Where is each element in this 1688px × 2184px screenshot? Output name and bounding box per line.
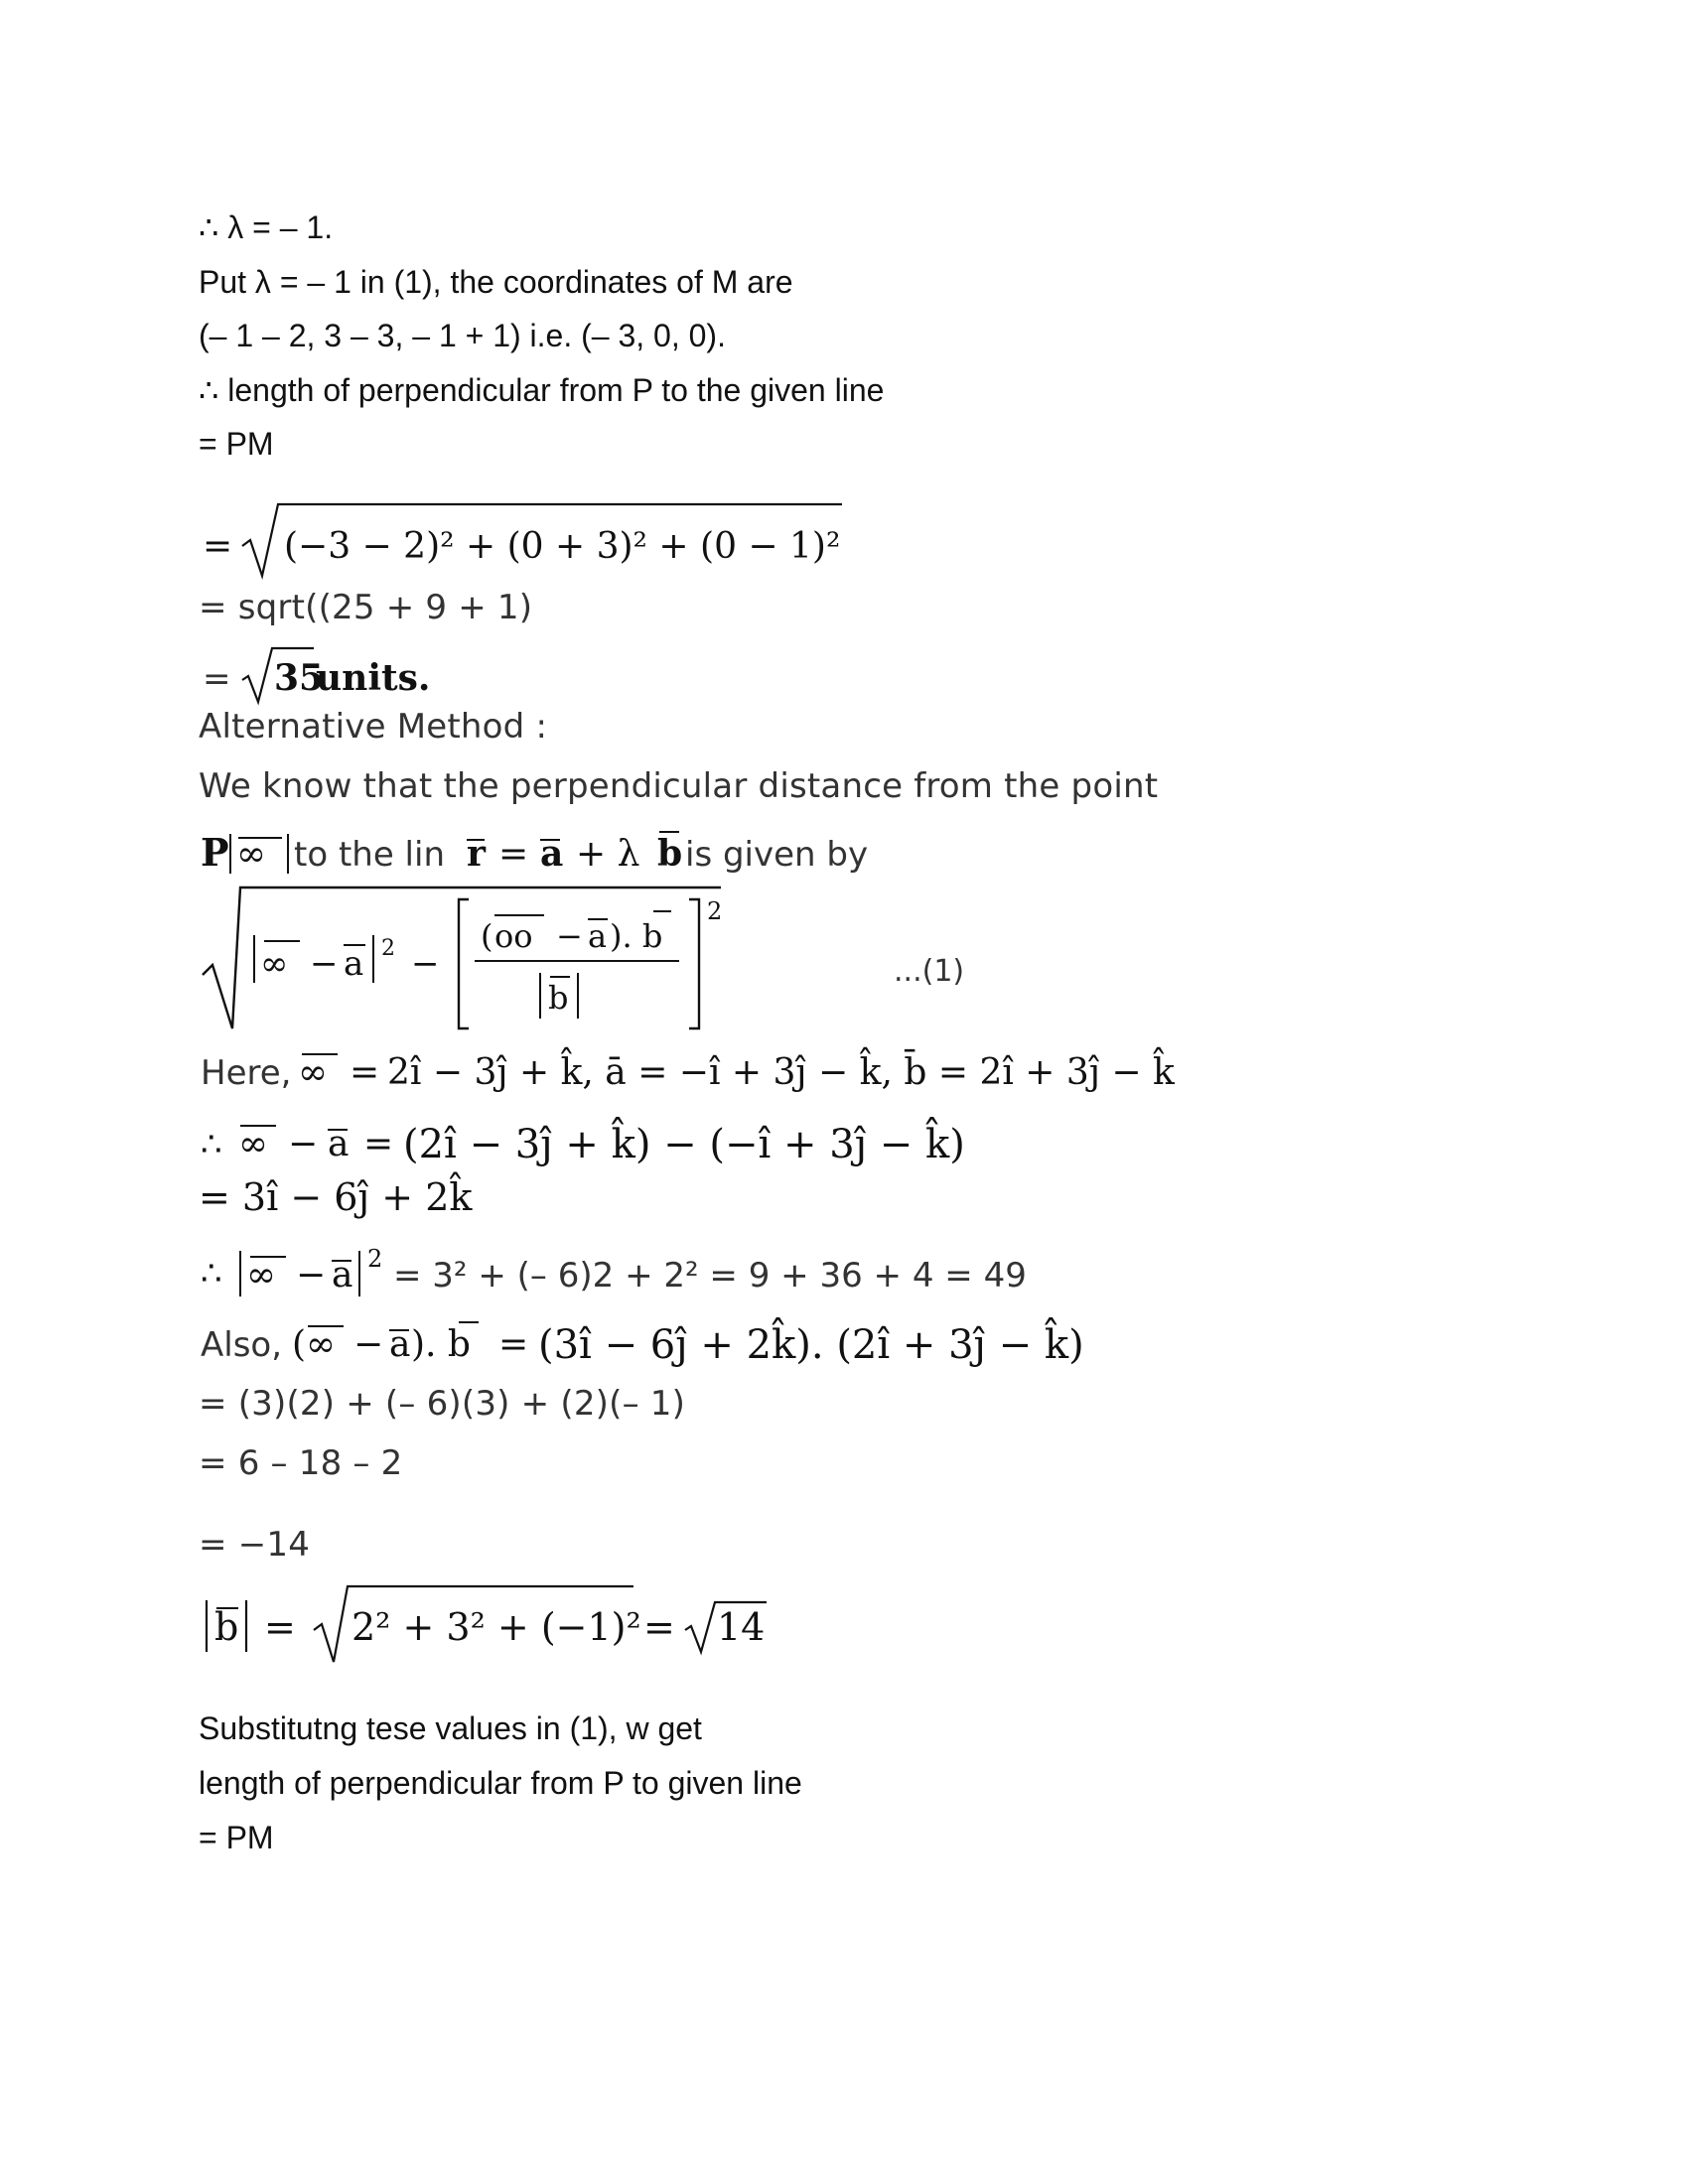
b-magnitude-expression <box>199 1572 993 1668</box>
svg-text:2: 2 <box>367 1245 383 1273</box>
svg-text:=: = <box>498 1324 529 1365</box>
svg-text:∴: ∴ <box>201 1254 222 1294</box>
here-definitions <box>199 1038 1291 1102</box>
svg-text:−: − <box>353 1324 384 1365</box>
formula-ref-label: ...(1) <box>894 954 965 989</box>
b-magnitude-result: 14 <box>717 1605 766 1649</box>
b-magnitude-radicand: 2² + 3² + (−1)² <box>352 1605 641 1649</box>
text-line-coordinates: (– 1 – 2, 3 – 3, – 1 + 1) i.e. (– 3, 0, 0). <box>199 318 726 353</box>
svg-text:2: 2 <box>707 897 723 925</box>
svg-text:(: ( <box>292 1324 307 1365</box>
text-line-substituting: Substitutng tese values in (1), w get <box>199 1710 702 1746</box>
svg-text:−: − <box>556 917 583 955</box>
here-expression: 2î − 3ĵ + k̂, ā = −î + 3ĵ − k̂, b̄ = 2î + 3ĵ − k̂ <box>387 1052 1175 1093</box>
text-line-pm-2: = PM <box>199 1820 274 1855</box>
text-line-pm: = PM <box>199 426 274 462</box>
svg-text:+ λ: + λ <box>576 834 640 875</box>
difference-result: = 3î − 6ĵ + 2k̂ <box>199 1175 473 1219</box>
difference-expression <box>199 1098 1192 1187</box>
svg-text:2: 2 <box>381 936 395 961</box>
svg-text:=: = <box>203 526 233 567</box>
svg-text:∞: ∞ <box>246 1255 276 1296</box>
svg-text:). b: ). b <box>411 1324 471 1365</box>
text-line-length-perp: ∴ length of perpendicular from P to the given line <box>199 372 885 408</box>
pm-radicand: (−3 − 2)² + (0 + 3)² + (0 − 1)² <box>284 526 841 567</box>
text-line-length-perp-2: length of perpendicular from P to given line <box>199 1765 802 1801</box>
svg-text:=: = <box>643 1605 675 1649</box>
svg-text:a: a <box>328 1124 350 1164</box>
svg-text:=: = <box>498 834 529 875</box>
svg-text:=: = <box>350 1052 380 1093</box>
svg-text:a: a <box>540 833 564 875</box>
svg-text:). b: ). b <box>610 917 663 955</box>
difference-rhs: (2î − 3ĵ + k̂) − (−î + 3ĵ − k̂) <box>403 1122 965 1167</box>
text-line-put-lambda: Put λ = – 1 in (1), the coordinates of M are <box>199 264 793 300</box>
svg-text:=: = <box>203 659 231 699</box>
also-label: Also, <box>201 1325 283 1365</box>
here-label: Here, <box>201 1053 292 1093</box>
point-line-statement <box>199 820 1092 884</box>
text-line-minus14: = −14 <box>199 1525 311 1565</box>
text-line-sum: = 6 – 18 – 2 <box>199 1443 403 1483</box>
svg-text:b: b <box>214 1605 239 1649</box>
text-line-alternative-method: Alternative Method : <box>199 707 548 747</box>
svg-text:−: − <box>288 1124 319 1164</box>
svg-text:a: a <box>332 1255 353 1296</box>
magnitude-squared <box>199 1235 1192 1304</box>
distance-formula <box>199 880 1192 1034</box>
statement-text-1: to the lin <box>294 835 445 875</box>
sqrt35-expression <box>199 640 616 710</box>
svg-text:∞: ∞ <box>238 1124 268 1164</box>
pm-sqrt-expression <box>199 496 894 586</box>
dot-product-expression <box>199 1298 1192 1388</box>
svg-text:P: P <box>201 830 229 875</box>
svg-text:a: a <box>588 917 608 955</box>
svg-text:∞: ∞ <box>260 944 289 984</box>
sqrt35-value: 35 <box>274 657 325 699</box>
svg-text:(: ( <box>481 917 493 955</box>
svg-text:a: a <box>389 1324 411 1365</box>
text-line-products: = (3)(2) + (– 6)(3) + (2)(– 1) <box>199 1384 686 1424</box>
text-line-lambda: ∴ λ = – 1. <box>199 209 334 245</box>
svg-text:b: b <box>657 833 683 875</box>
dot-product-rhs: (3î − 6ĵ + 2k̂). (2î + 3ĵ − k̂) <box>538 1322 1084 1368</box>
units-label: units. <box>316 657 431 699</box>
svg-text:r: r <box>467 833 486 875</box>
magnitude-squared-result: = 3² + (– 6)2 + 2² = 9 + 36 + 4 = 49 <box>393 1256 1027 1296</box>
svg-text:oo: oo <box>494 917 533 955</box>
svg-text:∞: ∞ <box>236 834 266 875</box>
svg-text:a: a <box>344 944 364 984</box>
statement-text-2: is given by <box>685 835 869 875</box>
text-line-we-know: We know that the perpendicular distance from the point <box>199 766 1159 806</box>
text-line-sqrt-sum: = sqrt((25 + 9 + 1) <box>199 588 533 627</box>
svg-text:=: = <box>264 1605 296 1649</box>
svg-text:=: = <box>363 1124 394 1164</box>
svg-text:−: − <box>296 1255 327 1296</box>
svg-text:∞: ∞ <box>306 1324 336 1365</box>
svg-text:∞: ∞ <box>298 1052 328 1093</box>
svg-text:−: − <box>411 944 440 984</box>
svg-text:∴: ∴ <box>201 1125 222 1164</box>
svg-text:−: − <box>310 944 339 984</box>
svg-text:b: b <box>548 979 569 1017</box>
